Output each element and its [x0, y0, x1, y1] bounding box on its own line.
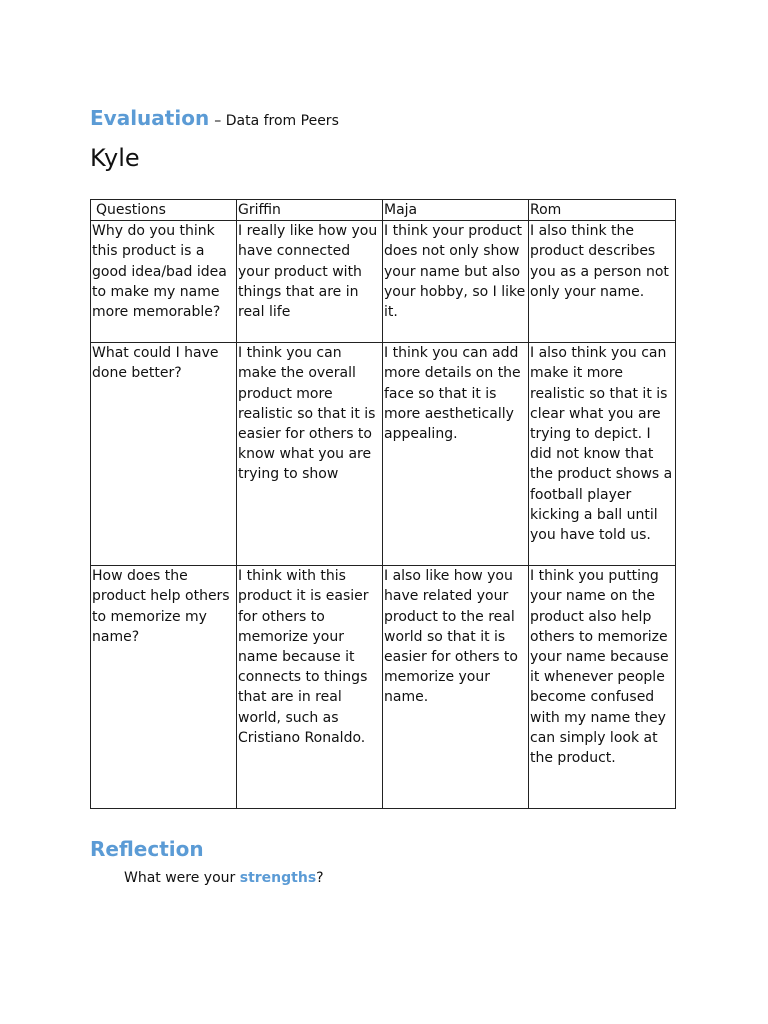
evaluation-heading	[90, 106, 339, 130]
table-row	[91, 343, 676, 566]
question-highlight: strengths	[239, 870, 317, 886]
rom-answer-cell: I think you putting your name on the product also help others to memorize your name because it whenever people become confused with my name they can simply look at the product.	[529, 566, 676, 809]
reflection-question	[124, 870, 324, 886]
rom-answer-cell: I also think you can make it more realistic so that it is clear what you are trying to depict. I did not know that the product shows a football player kicking a ball until you have told us.	[529, 343, 676, 566]
maja-answer-cell: I think your product does not only show your name but also your hobby, so I like it.	[383, 221, 529, 343]
question-suffix: ?	[316, 870, 324, 886]
maja-answer-cell: I also like how you have related your product to the real world so that it is easier for others to memorize your name.	[383, 566, 529, 809]
header-rom: Rom	[529, 200, 676, 221]
evaluation-title: Evaluation	[90, 106, 210, 130]
header-questions: Questions	[91, 200, 237, 221]
table-row	[91, 566, 676, 809]
table-header-row	[91, 200, 676, 221]
header-griffin: Griffin	[237, 200, 383, 221]
evaluation-subtitle: – Data from Peers	[214, 113, 339, 129]
question-cell: What could I have done better?	[91, 343, 237, 566]
question-cell: How does the product help others to memorize my name?	[91, 566, 237, 809]
rom-answer-cell: I also think the product describes you as a person not only your name.	[529, 221, 676, 343]
reflection-heading: Reflection	[90, 837, 204, 861]
header-maja: Maja	[383, 200, 529, 221]
maja-answer-cell: I think you can add more details on the face so that it is more aesthetically appealing.	[383, 343, 529, 566]
griffin-answer-cell: I really like how you have connected your product with things that are in real life	[237, 221, 383, 343]
question-prefix: What were your	[124, 870, 240, 886]
student-name: Kyle	[90, 144, 140, 172]
peer-feedback-table	[90, 199, 676, 809]
question-cell: Why do you think this product is a good idea/bad idea to make my name more memorable?	[91, 221, 237, 343]
griffin-answer-cell: I think with this product it is easier for others to memorize your name because it connects to things that are in real world, such as Cristiano Ronaldo.	[237, 566, 383, 809]
table-row	[91, 221, 676, 343]
griffin-answer-cell: I think you can make the overall product more realistic so that it is easier for others to know what you are trying to show	[237, 343, 383, 566]
